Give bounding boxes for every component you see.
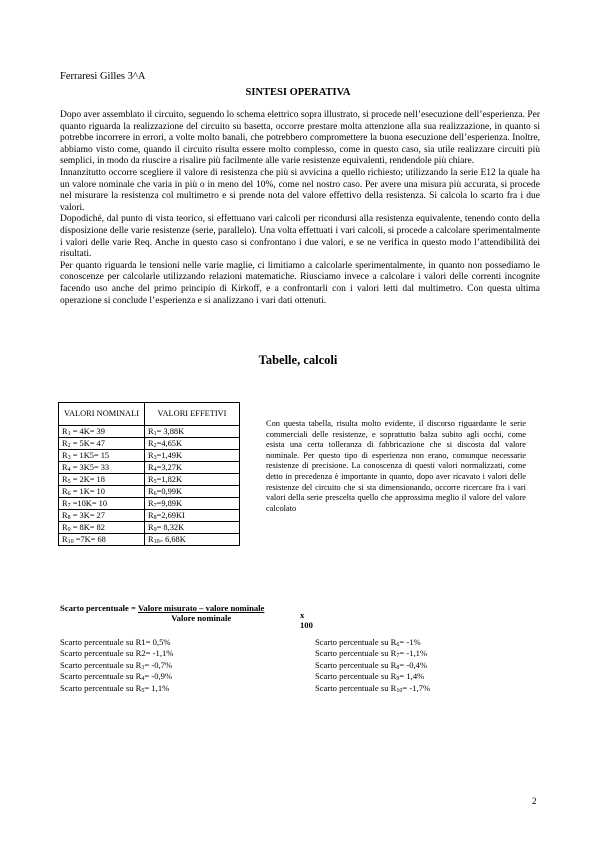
nominal-value: = 1K= 10 <box>70 487 105 496</box>
section-title: Tabelle, calcoli <box>258 353 338 367</box>
nominal-cell: $R_4 = 3K5= 33$ <box>59 462 145 474</box>
effective-cell: $R_9= 8,32K$ <box>145 522 240 534</box>
deviation-value: = -0,9% <box>144 671 173 682</box>
column-header-effective: VALORI EFFETIVI <box>145 403 240 426</box>
nominal-value: = 1K5= 15 <box>70 451 110 460</box>
subscript: 3 <box>153 455 157 461</box>
deviation-prefix: Scarto percentuale su R <box>60 659 142 670</box>
nominal-cell: $R_1 = 4K= 39$ <box>59 426 145 438</box>
effective-cell: $R_7=9,89K$ <box>145 498 240 510</box>
subscript: 1 <box>67 431 71 437</box>
nominal-cell: $R_5 = 2K= 18$ <box>59 474 145 486</box>
subscript: 7 <box>396 653 400 660</box>
table-commentary <box>266 419 526 514</box>
effective-value: =4,65K <box>156 439 183 448</box>
table-row <box>59 534 240 546</box>
page-number: 2 <box>532 796 537 806</box>
deviation-line <box>60 637 173 648</box>
nominal-value: = 8K= 82 <box>70 523 105 532</box>
subscript: 9 <box>396 676 400 683</box>
nominal-cell: $R_9 = 8K= 82$ <box>59 522 145 534</box>
deviation-value: = -1,7% <box>402 682 431 693</box>
deviation-prefix: Scarto percentuale su R <box>60 671 142 682</box>
paragraph: Innanzitutto occorre scegliere il valore di resistenza che più si avvicina a quello richiesto; utilizzando la serie E12 la quale ha un valore nominale che varia in più o in meno del 10%, come nel nostro caso. Per avere una misura più accurata, si procede nel misurare la resistenza col multimetro e si prende nota del valore effettivo della resistenza. Si calcola lo scarto fra i due valori. <box>60 167 540 213</box>
deviation-line <box>60 648 173 659</box>
subscript: 3 <box>141 664 145 671</box>
effective-value: = 3,88K <box>156 427 185 436</box>
effective-cell: $R_2=4,65K$ <box>145 438 240 450</box>
nominal-value: = 4K= 39 <box>70 427 105 436</box>
subscript: 5 <box>153 479 157 485</box>
table-row <box>59 486 240 498</box>
table-row <box>59 474 240 486</box>
deviation-value: 2= -1,1% <box>141 648 174 659</box>
nominal-cell: $R_7 =10K= 10$ <box>59 498 145 510</box>
nominal-cell: $R_8 = 3K= 27$ <box>59 510 145 522</box>
effective-value: =9,89K <box>156 499 183 508</box>
subscript: 4 <box>67 467 71 473</box>
effective-cell: $R_1= 3,88K$ <box>145 426 240 438</box>
subscript: 8 <box>67 515 71 521</box>
formula-fraction <box>138 603 264 623</box>
nominal-cell: $R_6 = 1K= 10$ <box>59 486 145 498</box>
deviation-prefix: Scarto percentuale su R <box>60 648 142 659</box>
effective-value: =2,69KI <box>156 511 185 520</box>
page-title: SINTESI OPERATIVA <box>245 87 351 98</box>
formula-denominator: Valore nominale <box>171 613 232 623</box>
deviation-prefix: Scarto percentuale su R <box>315 648 397 659</box>
deviation-line <box>315 683 430 694</box>
deviation-prefix: Scarto percentuale su R <box>315 637 397 647</box>
nominal-cell: $R_{10} =7K= 68$ <box>59 534 145 546</box>
effective-cell: $R_8=2,69KI$ <box>145 510 240 522</box>
body-text <box>60 110 540 307</box>
effective-value: =1,82K <box>156 475 183 484</box>
subscript: 2 <box>153 443 157 449</box>
nominal-value: = 5K= 47 <box>70 439 105 448</box>
effective-value: =1,49K <box>156 451 183 460</box>
subscript: 10= <box>153 539 163 545</box>
table-row <box>59 522 240 534</box>
deviation-list-left <box>60 637 173 694</box>
deviation-value: = 1,4% <box>399 671 425 682</box>
effective-cell: $R_5=1,82K$ <box>145 474 240 486</box>
subscript: 9 <box>67 527 71 533</box>
nominal-value: = 3K= 27 <box>70 511 105 520</box>
subscript: 5 <box>141 687 145 694</box>
subscript: 1 <box>153 431 157 437</box>
deviation-line <box>315 660 430 671</box>
table-row <box>59 462 240 474</box>
deviation-prefix: Scarto percentuale su R <box>60 682 142 693</box>
deviation-value: = -1,1% <box>399 648 428 659</box>
subscript: 5 <box>67 479 71 485</box>
paragraph: Per quanto riguarda le tensioni nelle varie maglie, ci limitiamo a calcolarle sperimentalmente, in quanto non possediamo le conoscenze per calcolarle utilizzando relazioni matematiche. Riusciamo invece a calcolare i valori delle correnti incognite facendo uso anche del primo principio di Kirkoff, e a confrontarli con i valori letti dal multimetro. Con questa ultima operazione si conclude l’esperienza e si analizzano i vari dati ottenuti. <box>60 260 540 306</box>
subscript: 7 <box>67 503 71 509</box>
paragraph: Dopo aver assemblato il circuito, seguendo lo schema elettrico sopra illustrato, si procede nell’esecuzione dell’esperienza. Per quanto riguarda la realizzazione del circuito su basetta, occorre prestare molta attenzione alla sua realizzazione, in quanto si potrebbe incorrere in errori, a volte molto banali, che potrebbero compromettere la buona esecuzione dell’esperienza. Inoltre, abbiamo visto come, quando il circuito risulta essere molto complesso, come in questo caso, sia utile realizzare circuiti più semplici, in modo da riuscire a risalire più facilmente alle varie resistenze equivalenti, rendendole più chiare. <box>60 110 540 167</box>
subscript: 8 <box>396 664 400 671</box>
deviation-value: = -0,4% <box>399 659 428 670</box>
deviation-line <box>60 660 173 671</box>
nominal-value: =7K= 68 <box>73 535 106 544</box>
deviation-value: 1= 0,5% <box>141 637 171 647</box>
subscript: 6 <box>67 491 71 497</box>
table-row <box>59 450 240 462</box>
effective-cell: $R_3=1,49K$ <box>145 450 240 462</box>
table-row <box>59 426 240 438</box>
deviation-value: = -1% <box>399 637 421 647</box>
subscript: 4 <box>153 467 157 473</box>
deviation-prefix: Scarto percentuale su R <box>315 671 397 682</box>
subscript: 3 <box>67 455 71 461</box>
deviation-line <box>60 683 173 694</box>
resistance-table <box>58 402 240 546</box>
subscript: 6 <box>396 642 400 648</box>
deviation-line <box>315 648 430 659</box>
deviation-line <box>315 671 430 682</box>
author-name: Ferraresi Gilles 3^A <box>60 71 146 82</box>
subscript: 6 <box>153 491 157 497</box>
column-header-nominal: VALORI NOMINALI <box>59 403 145 426</box>
effective-value: =3,27K <box>156 463 183 472</box>
deviation-line <box>315 637 430 648</box>
table-row <box>59 510 240 522</box>
nominal-value: = 3K5= 33 <box>70 463 110 472</box>
table-row <box>59 438 240 450</box>
nominal-value: = 2K= 18 <box>70 475 105 484</box>
effective-cell: $R_{10=}$ 6,68K <box>145 534 240 546</box>
subscript: 2 <box>67 443 71 449</box>
deviation-prefix: Scarto percentuale su R <box>60 637 142 647</box>
commentary-text: Con questa tabella, risulta molto evidente, il discorso riguardante le serie commerciali delle resistenze, e soprattutto balza subito agli occhi, come esista una certa tolleranza di fabbricazione che si discosta dal valore nominale. Per questo tipo di esperienza non erano, comunque necessarie resistenze di precisione. La conoscenza di questi valori normalizzati, come detto in precedenza è importante in quanto, dopo aver ricavato i valori delle resistenze del circuito che si sta dimensionando, occorre ricercare fra i vari valori della serie prescelta quello che approssima meglio il valore del valore calcolato <box>266 419 526 513</box>
formula-label: Scarto percentuale = <box>60 603 139 613</box>
deviation-value: = 1,1% <box>144 682 170 693</box>
percentage-formula <box>60 603 313 630</box>
deviation-line <box>60 671 173 682</box>
subscript: 8 <box>153 515 157 521</box>
paragraph: Dopodiché, dal punto di vista teorico, si effettuano vari calcoli per ricondursi alla resistenza equivalente, tenendo conto della disposizione delle varie resistenze (serie, parallelo). Una volta effettuati i vari calcoli, si procede a calcolare sperimentalmente i valori delle varie Req. Anche in questo caso si confrontano i due valori, e se ne verifica in questo modo l’attendibilità dei risultati. <box>60 214 540 260</box>
subscript: 4 <box>141 676 145 683</box>
subscript: 9 <box>153 527 157 533</box>
effective-cell: $R_4=3,27K$ <box>145 462 240 474</box>
nominal-cell: $R_2 = 5K= 47$ <box>59 438 145 450</box>
subscript: 10 <box>396 687 403 694</box>
formula-numerator: Valore misurato – valore nominale <box>138 603 265 613</box>
deviation-value: = -0,7% <box>144 659 173 670</box>
deviation-prefix: Scarto percentuale su R <box>315 659 397 670</box>
effective-value: = 8,32K <box>156 523 185 532</box>
effective-value: 6,68K <box>162 535 186 544</box>
subscript: 7 <box>153 503 157 509</box>
deviation-list-right <box>315 637 430 694</box>
formula-multiplier: x 100 <box>300 610 313 630</box>
subscript: 10 <box>67 539 74 545</box>
table-row <box>59 498 240 510</box>
deviation-prefix: Scarto percentuale su R <box>315 682 397 693</box>
effective-value: =0,99K <box>156 487 183 496</box>
nominal-cell: $R_3 = 1K5= 15$ <box>59 450 145 462</box>
nominal-value: =10K= 10 <box>70 499 108 508</box>
effective-cell: $R_6=0,99K$ <box>145 486 240 498</box>
